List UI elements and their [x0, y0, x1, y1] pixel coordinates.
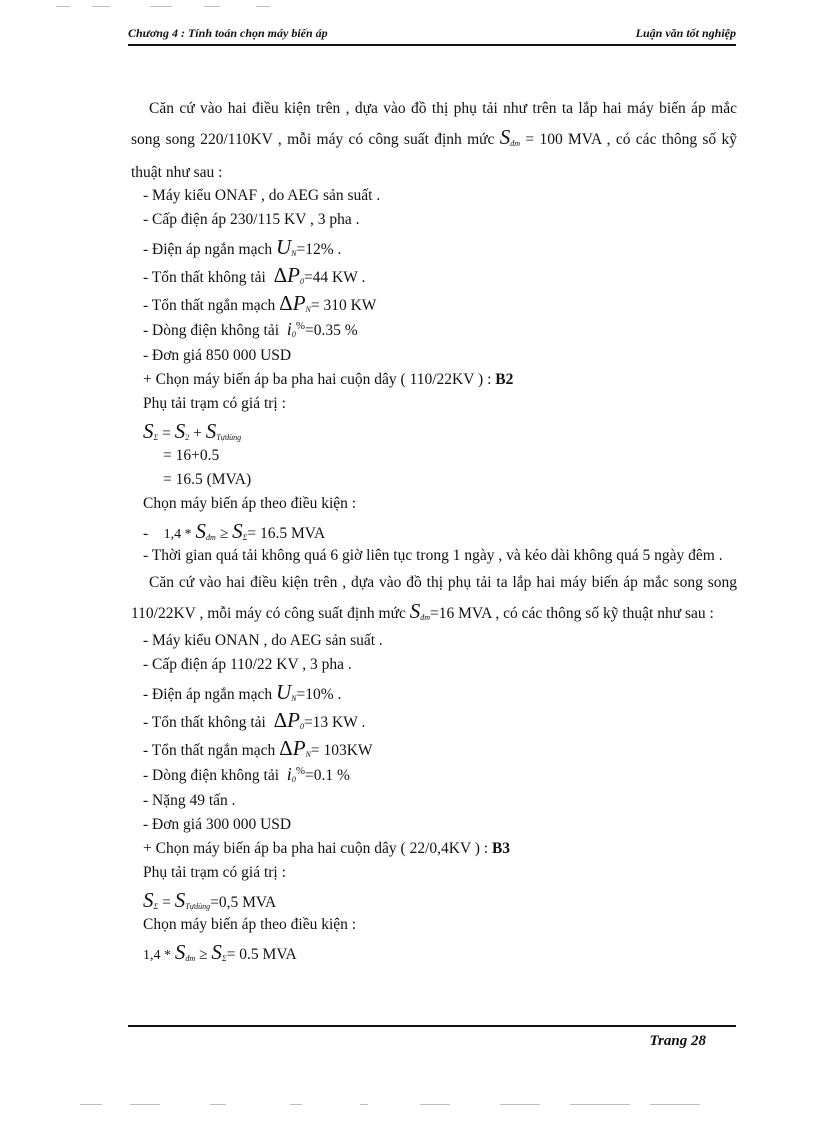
- select-condition-2: Chọn máy biến áp theo điều kiện :: [143, 915, 357, 933]
- b2-specs: [131, 632, 737, 840]
- cond2-value: = 0.5 MVA: [226, 945, 297, 963]
- b1-no-load-loss: [143, 263, 737, 291]
- b3-heading: [131, 840, 737, 864]
- b1-voltage: - Cấp điện áp 230/115 KV , 3 pha .: [143, 211, 360, 228]
- b1-i0-value: =0.35 %: [304, 322, 358, 339]
- un-symbol: $U_N$: [276, 235, 297, 259]
- scan-marks-bottom: [0, 1104, 816, 1106]
- rated-power-symbol-2: $S_{đm}$: [409, 598, 431, 623]
- b2-pn-label: - Tổn thất ngắn mạch: [143, 741, 276, 759]
- b2-no-load-current: - Dòng điện không tải $i_0^{\%}=0.1$ %: [143, 763, 350, 784]
- thesis-label: Luận văn tốt nghiệp: [635, 26, 736, 40]
- b2-heading-text: + Chọn máy biến áp ba pha hai cuộn dây ( 110/22KV ) :: [143, 371, 492, 388]
- b2-weight: - Nặng 49 tấn .: [143, 791, 236, 809]
- chapter-title: Chương 4 : Tính toán chọn máy biến áp: [128, 26, 328, 40]
- b3-heading-text: + Chọn máy biến áp ba pha hai cuộn dây ( 22/0,4KV ) :: [143, 839, 489, 857]
- b1-pn-label: - Tổn thất ngắn mạch: [143, 297, 276, 314]
- b2-type: - Máy kiểu ONAN , do AEG sản suất .: [143, 631, 383, 649]
- b1-short-circuit-voltage: [143, 235, 737, 263]
- b2-pn-value: = 103KW: [310, 741, 373, 759]
- condition-2: $1,4 * S_{đm} \ge S_\Sigma= 0.5$ MVA: [143, 939, 297, 964]
- factor-1: 1,4 *: [163, 527, 192, 542]
- b1-p0-value: =44 KW .: [303, 269, 366, 286]
- b2-p0-label: - Tổn thất không tải: [143, 713, 266, 731]
- b1-price: - Đơn giá 850 000 USD: [143, 347, 292, 364]
- cond1-value: = 16.5 MVA: [247, 525, 326, 542]
- calc-step-2: = 16.5 (MVA): [163, 471, 252, 488]
- b2-un-value: =10% .: [296, 685, 342, 703]
- delta-p0-symbol: $\Delta P_0$: [273, 263, 304, 287]
- load-equation: $S_\Sigma = S_2 + S_{Tựdùng}$: [143, 419, 242, 443]
- i0-symbol: $i_0$: [286, 319, 296, 339]
- intro-paragraph-1: [131, 94, 737, 187]
- b2-i0-value: =0.1 %: [304, 766, 350, 784]
- b1-un-value: =12% .: [296, 241, 342, 258]
- scan-marks-top: [0, 6, 816, 8]
- b2-p0-value: =13 KW .: [303, 713, 366, 731]
- b2-price: - Đơn giá 300 000 USD: [143, 815, 292, 833]
- intro1-rating: = 100 MVA , có các thông số kỹ thuật như sau :: [131, 131, 738, 181]
- b2-voltage: - Cấp điện áp 110/22 KV , 3 pha .: [143, 655, 352, 673]
- b1-p0-label: - Tổn thất không tải: [143, 269, 266, 286]
- b2-short-circuit-loss: - Tổn thất ngắn mạch $\Delta P_N= 103KW$: [143, 735, 373, 760]
- intro2-rating: =16 MVA , có các thông số kỹ thuật như sau :: [430, 604, 714, 622]
- b1-pn-value: = 310 KW: [310, 297, 377, 314]
- b3-load-equation: $S_\Sigma = S_{Tựdùng}=0,5$ MVA: [143, 887, 277, 912]
- calc-step-1: = 16+0.5: [163, 447, 220, 464]
- delta-pn-symbol: $\Delta P_N$: [279, 291, 311, 315]
- b3-code: B3: [491, 839, 511, 857]
- load-label-2: Phụ tải trạm có giá trị :: [143, 863, 286, 881]
- b2-i0-label: - Dòng điện không tải: [143, 766, 280, 784]
- b1-no-load-current: - Dòng điện không tải $i_0^{\%}=0.35$ %: [143, 319, 358, 339]
- b1-i0-label: - Dòng điện không tải: [143, 322, 280, 339]
- page-body: [131, 94, 737, 968]
- header-rule: [128, 44, 736, 46]
- b1-specs: [131, 187, 737, 371]
- rated-power-symbol: $S_{đm}$: [499, 125, 521, 149]
- b2-un-label: - Điện áp ngắn mạch: [143, 685, 273, 703]
- b3-load-value: =0,5 MVA: [210, 893, 277, 911]
- intro1-text: Căn cứ vào hai điều kiện trên , dựa vào đồ thị phụ tải như trên ta lắp hai máy biến áp mắc song song 220/110KV , mỗi máy có công suất định mức: [131, 100, 737, 148]
- b1-short-circuit-loss: [143, 291, 737, 319]
- page-number: Trang 28: [649, 1033, 706, 1049]
- condition-1: - $1,4 * S_{đm} \ge S_\Sigma= 16.5$ MVA: [143, 519, 326, 543]
- b2-code: B2: [495, 371, 514, 388]
- footer-rule: [128, 1025, 736, 1027]
- factor-2: 1,4 *: [143, 947, 171, 963]
- b2-heading: [131, 371, 737, 395]
- load-label: Phụ tải trạm có giá trị :: [143, 395, 286, 412]
- b1-type: - Máy kiểu ONAF , do AEG sản suất .: [143, 187, 381, 204]
- b1-un-label: - Điện áp ngắn mạch: [143, 241, 273, 258]
- intro2-text: Căn cứ vào hai điều kiện trên , dựa vào đồ thị phụ tải ta lắp hai máy biến áp mắc song song 110/22KV , mỗi máy có công suất định mức: [131, 573, 737, 622]
- select-condition: Chọn máy biến áp theo điều kiện :: [143, 495, 357, 512]
- b2-no-load-loss: - Tổn thất không tải $\Delta P_0=13$ KW .: [143, 707, 366, 732]
- b2-short-circuit-voltage: - Điện áp ngắn mạch $U_N=10\%$ .: [143, 679, 342, 704]
- overload-note: - Thời gian quá tải không quá 6 giờ liên tục trong 1 ngày , và kéo dài không quá 5 ngày đêm .: [143, 547, 723, 564]
- intro-paragraph-2: [131, 568, 737, 632]
